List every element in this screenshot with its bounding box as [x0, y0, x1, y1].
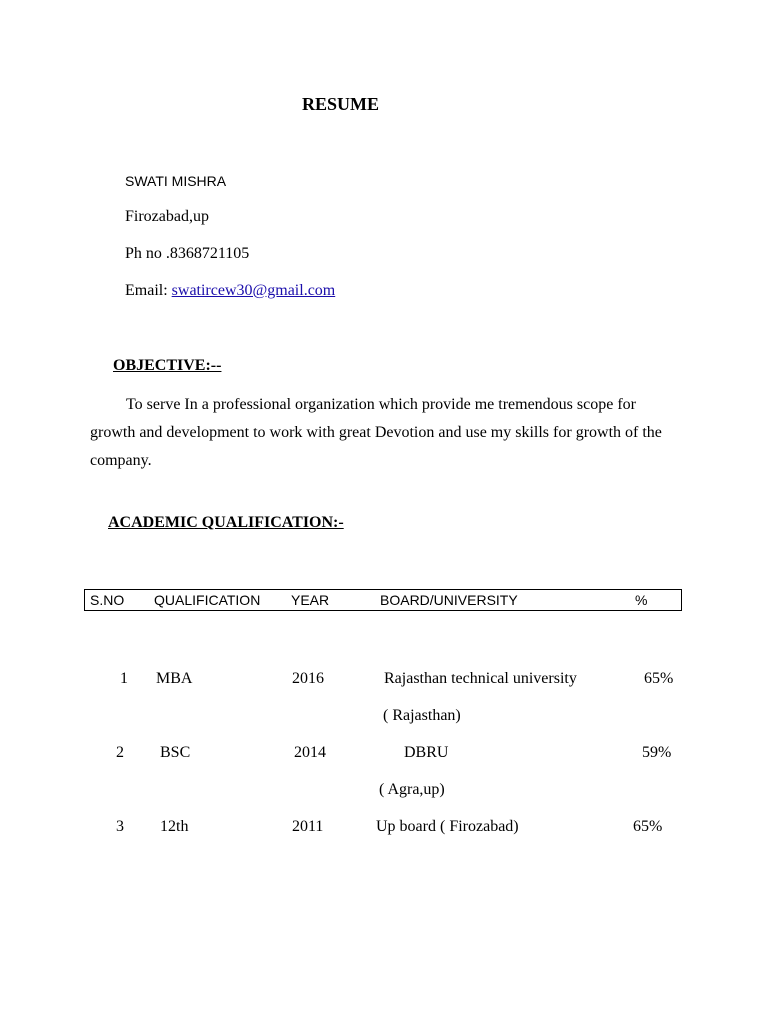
- column-header-qualification: QUALIFICATION: [154, 592, 261, 608]
- row-percent: 59%: [642, 744, 672, 761]
- email-link[interactable]: swatircew30@gmail.com: [171, 282, 336, 299]
- column-header-percent: %: [635, 592, 648, 608]
- location-text: Firozabad,up: [125, 208, 209, 225]
- email-label: Email:: [125, 282, 168, 299]
- row-sno: 3: [116, 818, 124, 835]
- row-year: 2011: [292, 818, 324, 835]
- objective-heading: OBJECTIVE:--: [113, 357, 222, 374]
- objective-paragraph: [90, 391, 680, 475]
- row-qualification: MBA: [156, 670, 193, 687]
- row-sno: 1: [120, 670, 128, 687]
- row-percent: 65%: [644, 670, 674, 687]
- row-board: Up board ( Firozabad): [376, 818, 519, 835]
- document-title: RESUME: [302, 94, 380, 114]
- column-header-year: YEAR: [291, 592, 330, 608]
- row-board: DBRU: [404, 744, 449, 761]
- academic-heading: ACADEMIC QUALIFICATION:-: [108, 514, 344, 531]
- column-header-sno: S.NO: [90, 592, 125, 608]
- row-year: 2014: [294, 744, 326, 761]
- column-header-board: BOARD/UNIVERSITY: [380, 592, 518, 608]
- row-percent: 65%: [633, 818, 663, 835]
- row-year: 2016: [292, 670, 324, 687]
- objective-text: To serve In a professional organization which provide me tremendous scope for growth and development to work with great Devotion and use my skills for growth of the company.: [90, 396, 662, 469]
- phone-text: Ph no .8368721105: [125, 245, 250, 262]
- row-board-location: ( Agra,up): [379, 781, 445, 798]
- row-board: Rajasthan technical university: [384, 670, 577, 687]
- row-board-location: ( Rajasthan): [383, 707, 461, 724]
- candidate-name: SWATI MISHRA: [125, 173, 227, 189]
- email-line: [125, 282, 335, 300]
- qualification-table-header: [84, 589, 682, 611]
- row-qualification: 12th: [160, 818, 189, 835]
- row-sno: 2: [116, 744, 124, 761]
- row-qualification: BSC: [160, 744, 191, 761]
